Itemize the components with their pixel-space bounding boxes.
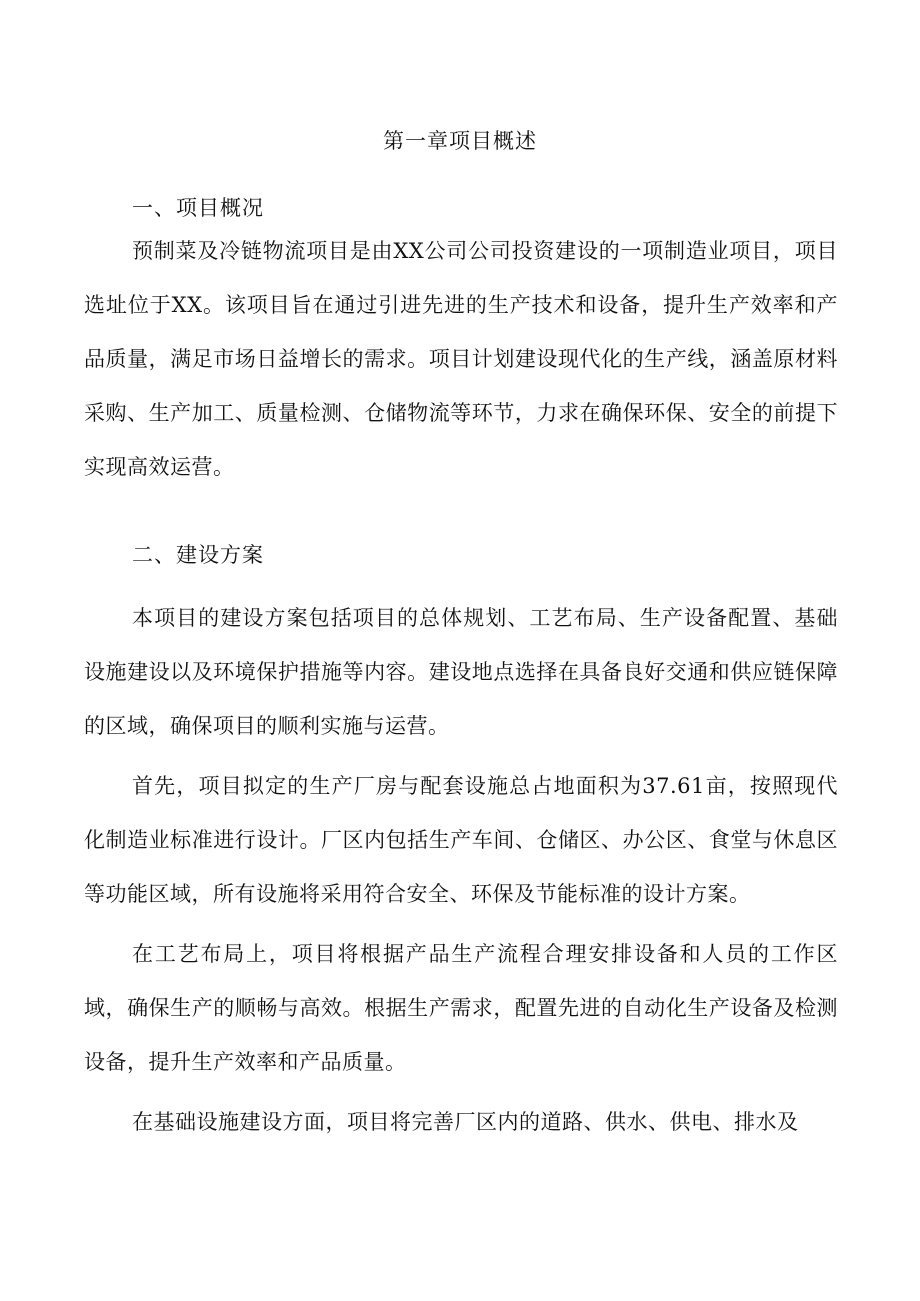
section-heading-overview: 一、项目概况 [132, 196, 264, 220]
paragraph-infrastructure: 在基础设施建设方面，项目将完善厂区内的道路、供水、供电、排水及 [132, 1110, 799, 1134]
chapter-title: 第一章项目概述 [383, 129, 537, 153]
paragraph-construction-intro: 本项目的建设方案包括项目的总体规划、工艺布局、生产设备配置、基础设施建设以及环境保护措施等内容。建设地点选择在具备良好交通和供应链保障的区域，确保项目的顺利实施与运营。 [84, 606, 838, 738]
paragraph-overview: 预制菜及冷链物流项目是由XX公司公司投资建设的一项制造业项目，项目选址位于XX。该项目旨在通过引进先进的生产技术和设备，提升生产效率和产品质量，满足市场日益增长的需求。项目计划建设现代化的生产线，涵盖原材料采购、生产加工、质量检测、仓储物流等环节，力求在确保环保、安全的前提下实现高效运营。 [84, 239, 838, 479]
paragraph-process-layout: 在工艺布局上，项目将根据产品生产流程合理安排设备和人员的工作区域，确保生产的顺畅与高效。根据生产需求，配置先进的自动化生产设备及检测设备，提升生产效率和产品质量。 [84, 942, 838, 1074]
paragraph-site-area: 首先，项目拟定的生产厂房与配套设施总占地面积为37.61亩，按照现代化制造业标准进行设计。厂区内包括生产车间、仓储区、办公区、食堂与休息区等功能区域，所有设施将采用符合安全、环保及节能标准的设计方案。 [84, 774, 838, 906]
section-heading-construction-plan: 二、建设方案 [132, 543, 264, 567]
